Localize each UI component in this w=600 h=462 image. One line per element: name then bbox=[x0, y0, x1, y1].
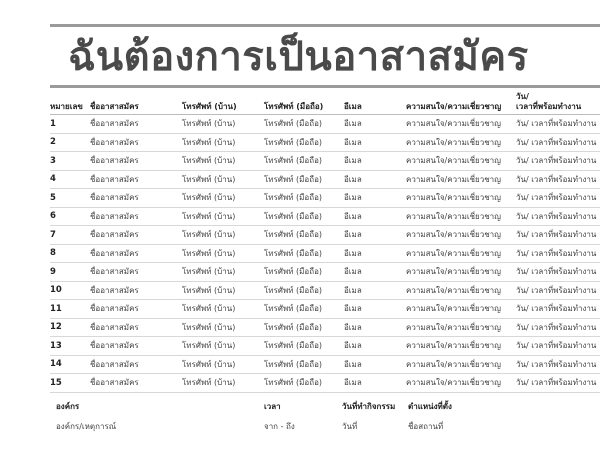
cell-availability: วัน/ เวลาที่พร้อมทำงาน bbox=[516, 207, 600, 226]
table-row bbox=[50, 189, 600, 208]
table-row bbox=[50, 133, 600, 152]
cell-number: 9 bbox=[50, 263, 90, 282]
cell-volunteer-name: ชื่ออาสาสมัคร bbox=[90, 374, 182, 393]
column-header-volunteer-name bbox=[90, 90, 182, 115]
table-header-row bbox=[50, 90, 600, 115]
footer-activity-date bbox=[342, 400, 395, 434]
cell-volunteer-name: ชื่ออาสาสมัคร bbox=[90, 281, 182, 300]
cell-home-phone: โทรศัพท์ (บ้าน) bbox=[182, 152, 264, 171]
cell-mobile-phone: โทรศัพท์ (มือถือ) bbox=[264, 115, 344, 134]
cell-interest: ความสนใจ/ความเชี่ยวชาญ bbox=[406, 170, 516, 189]
column-header-number bbox=[50, 90, 90, 115]
cell-mobile-phone: โทรศัพท์ (มือถือ) bbox=[264, 170, 344, 189]
cell-number: 1 bbox=[50, 115, 90, 134]
cell-number: 6 bbox=[50, 207, 90, 226]
cell-mobile-phone: โทรศัพท์ (มือถือ) bbox=[264, 374, 344, 393]
table-row bbox=[50, 337, 600, 356]
cell-email: อีเมล bbox=[344, 281, 406, 300]
table-row bbox=[50, 281, 600, 300]
cell-availability: วัน/ เวลาที่พร้อมทำงาน bbox=[516, 189, 600, 208]
cell-interest: ความสนใจ/ความเชี่ยวชาญ bbox=[406, 374, 516, 393]
cell-home-phone: โทรศัพท์ (บ้าน) bbox=[182, 337, 264, 356]
cell-availability: วัน/ เวลาที่พร้อมทำงาน bbox=[516, 244, 600, 263]
cell-mobile-phone: โทรศัพท์ (มือถือ) bbox=[264, 318, 344, 337]
time-label: เวลา bbox=[264, 402, 281, 411]
cell-interest: ความสนใจ/ความเชี่ยวชาญ bbox=[406, 337, 516, 356]
cell-interest: ความสนใจ/ความเชี่ยวชาญ bbox=[406, 226, 516, 245]
cell-number: 10 bbox=[50, 281, 90, 300]
cell-email: อีเมล bbox=[344, 337, 406, 356]
title-underline-rule bbox=[50, 85, 600, 88]
cell-mobile-phone: โทรศัพท์ (มือถือ) bbox=[264, 133, 344, 152]
column-header-home-phone bbox=[182, 90, 264, 115]
top-rule bbox=[50, 24, 600, 27]
table-row bbox=[50, 207, 600, 226]
cell-email: อีเมล bbox=[344, 318, 406, 337]
cell-volunteer-name: ชื่ออาสาสมัคร bbox=[90, 226, 182, 245]
activity-date-value: วันที่ bbox=[342, 422, 358, 431]
cell-email: อีเมล bbox=[344, 374, 406, 393]
cell-number: 8 bbox=[50, 244, 90, 263]
cell-email: อีเมล bbox=[344, 355, 406, 374]
cell-number: 13 bbox=[50, 337, 90, 356]
volunteer-table bbox=[50, 90, 600, 393]
cell-mobile-phone: โทรศัพท์ (มือถือ) bbox=[264, 152, 344, 171]
cell-home-phone: โทรศัพท์ (บ้าน) bbox=[182, 189, 264, 208]
cell-number: 4 bbox=[50, 170, 90, 189]
cell-email: อีเมล bbox=[344, 244, 406, 263]
cell-mobile-phone: โทรศัพท์ (มือถือ) bbox=[264, 207, 344, 226]
cell-volunteer-name: ชื่ออาสาสมัคร bbox=[90, 207, 182, 226]
table-row bbox=[50, 300, 600, 319]
cell-availability: วัน/ เวลาที่พร้อมทำงาน bbox=[516, 281, 600, 300]
column-header-text: เวลาที่พร้อมทำงาน bbox=[516, 102, 582, 111]
cell-home-phone: โทรศัพท์ (บ้าน) bbox=[182, 115, 264, 134]
cell-availability: วัน/ เวลาที่พร้อมทำงาน bbox=[516, 355, 600, 374]
column-header-text: โทรศัพท์ (บ้าน) bbox=[182, 102, 237, 111]
cell-availability: วัน/ เวลาที่พร้อมทำงาน bbox=[516, 337, 600, 356]
column-header-text: อีเมล bbox=[344, 102, 362, 111]
cell-interest: ความสนใจ/ความเชี่ยวชาญ bbox=[406, 152, 516, 171]
cell-email: อีเมล bbox=[344, 226, 406, 245]
column-header-text: หมายเลข bbox=[50, 102, 83, 111]
cell-home-phone: โทรศัพท์ (บ้าน) bbox=[182, 355, 264, 374]
table-row bbox=[50, 244, 600, 263]
cell-email: อีเมล bbox=[344, 207, 406, 226]
cell-email: อีเมล bbox=[344, 189, 406, 208]
cell-home-phone: โทรศัพท์ (บ้าน) bbox=[182, 207, 264, 226]
column-header-mobile-phone bbox=[264, 90, 344, 115]
cell-home-phone: โทรศัพท์ (บ้าน) bbox=[182, 226, 264, 245]
cell-interest: ความสนใจ/ความเชี่ยวชาญ bbox=[406, 115, 516, 134]
activity-date-label: วันที่ทำกิจกรรม bbox=[342, 402, 396, 411]
cell-email: อีเมล bbox=[344, 152, 406, 171]
cell-home-phone: โทรศัพท์ (บ้าน) bbox=[182, 133, 264, 152]
footer-time bbox=[264, 400, 295, 434]
cell-number: 2 bbox=[50, 133, 90, 152]
table-row bbox=[50, 115, 600, 134]
cell-availability: วัน/ เวลาที่พร้อมทำงาน bbox=[516, 170, 600, 189]
cell-availability: วัน/ เวลาที่พร้อมทำงาน bbox=[516, 263, 600, 282]
cell-volunteer-name: ชื่ออาสาสมัคร bbox=[90, 244, 182, 263]
cell-number: 7 bbox=[50, 226, 90, 245]
cell-volunteer-name: ชื่ออาสาสมัคร bbox=[90, 355, 182, 374]
cell-home-phone: โทรศัพท์ (บ้าน) bbox=[182, 170, 264, 189]
cell-interest: ความสนใจ/ความเชี่ยวชาญ bbox=[406, 318, 516, 337]
cell-volunteer-name: ชื่ออาสาสมัคร bbox=[90, 337, 182, 356]
cell-availability: วัน/ เวลาที่พร้อมทำงาน bbox=[516, 133, 600, 152]
cell-volunteer-name: ชื่ออาสาสมัคร bbox=[90, 152, 182, 171]
cell-availability: วัน/ เวลาที่พร้อมทำงาน bbox=[516, 115, 600, 134]
cell-mobile-phone: โทรศัพท์ (มือถือ) bbox=[264, 337, 344, 356]
cell-mobile-phone: โทรศัพท์ (มือถือ) bbox=[264, 189, 344, 208]
organization-value: องค์กร/เหตุการณ์ bbox=[56, 422, 117, 431]
cell-volunteer-name: ชื่ออาสาสมัคร bbox=[90, 170, 182, 189]
cell-home-phone: โทรศัพท์ (บ้าน) bbox=[182, 374, 264, 393]
cell-email: อีเมล bbox=[344, 170, 406, 189]
location-label: ตำแหน่งที่ตั้ง bbox=[408, 402, 452, 411]
cell-home-phone: โทรศัพท์ (บ้าน) bbox=[182, 300, 264, 319]
cell-mobile-phone: โทรศัพท์ (มือถือ) bbox=[264, 226, 344, 245]
cell-interest: ความสนใจ/ความเชี่ยวชาญ bbox=[406, 244, 516, 263]
column-header-availability bbox=[516, 90, 600, 115]
cell-availability: วัน/ เวลาที่พร้อมทำงาน bbox=[516, 152, 600, 171]
cell-volunteer-name: ชื่ออาสาสมัคร bbox=[90, 189, 182, 208]
cell-home-phone: โทรศัพท์ (บ้าน) bbox=[182, 263, 264, 282]
cell-number: 11 bbox=[50, 300, 90, 319]
cell-availability: วัน/ เวลาที่พร้อมทำงาน bbox=[516, 318, 600, 337]
cell-email: อีเมล bbox=[344, 263, 406, 282]
time-value: จาก - ถึง bbox=[264, 422, 295, 431]
table-row bbox=[50, 170, 600, 189]
cell-volunteer-name: ชื่ออาสาสมัคร bbox=[90, 115, 182, 134]
table-body bbox=[50, 115, 600, 393]
column-header-text: วัน/ bbox=[516, 92, 529, 101]
cell-home-phone: โทรศัพท์ (บ้าน) bbox=[182, 318, 264, 337]
cell-number: 5 bbox=[50, 189, 90, 208]
cell-number: 3 bbox=[50, 152, 90, 171]
cell-mobile-phone: โทรศัพท์ (มือถือ) bbox=[264, 263, 344, 282]
cell-interest: ความสนใจ/ความเชี่ยวชาญ bbox=[406, 207, 516, 226]
column-header-text: โทรศัพท์ (มือถือ) bbox=[264, 102, 324, 111]
cell-interest: ความสนใจ/ความเชี่ยวชาญ bbox=[406, 355, 516, 374]
footer bbox=[56, 400, 600, 440]
table-row bbox=[50, 374, 600, 393]
cell-volunteer-name: ชื่ออาสาสมัคร bbox=[90, 300, 182, 319]
table-row bbox=[50, 152, 600, 171]
page-title: ฉันต้องการเป็นอาสาสมัคร bbox=[68, 34, 529, 80]
cell-mobile-phone: โทรศัพท์ (มือถือ) bbox=[264, 355, 344, 374]
cell-email: อีเมล bbox=[344, 300, 406, 319]
footer-location bbox=[408, 400, 452, 434]
column-header-text: ความสนใจ/ความเชี่ยวชาญ bbox=[406, 102, 502, 111]
cell-interest: ความสนใจ/ความเชี่ยวชาญ bbox=[406, 133, 516, 152]
cell-volunteer-name: ชื่ออาสาสมัคร bbox=[90, 318, 182, 337]
cell-mobile-phone: โทรศัพท์ (มือถือ) bbox=[264, 281, 344, 300]
cell-volunteer-name: ชื่ออาสาสมัคร bbox=[90, 263, 182, 282]
cell-number: 15 bbox=[50, 374, 90, 393]
cell-mobile-phone: โทรศัพท์ (มือถือ) bbox=[264, 300, 344, 319]
column-header-text: ชื่ออาสาสมัคร bbox=[90, 102, 139, 111]
table-row bbox=[50, 263, 600, 282]
cell-email: อีเมล bbox=[344, 115, 406, 134]
cell-home-phone: โทรศัพท์ (บ้าน) bbox=[182, 281, 264, 300]
cell-home-phone: โทรศัพท์ (บ้าน) bbox=[182, 244, 264, 263]
table-row bbox=[50, 355, 600, 374]
location-value: ชื่อสถานที่ bbox=[408, 422, 444, 431]
organization-label: องค์กร bbox=[56, 402, 80, 411]
cell-interest: ความสนใจ/ความเชี่ยวชาญ bbox=[406, 263, 516, 282]
cell-availability: วัน/ เวลาที่พร้อมทำงาน bbox=[516, 374, 600, 393]
cell-availability: วัน/ เวลาที่พร้อมทำงาน bbox=[516, 300, 600, 319]
cell-email: อีเมล bbox=[344, 133, 406, 152]
cell-volunteer-name: ชื่ออาสาสมัคร bbox=[90, 133, 182, 152]
cell-interest: ความสนใจ/ความเชี่ยวชาญ bbox=[406, 300, 516, 319]
table-row bbox=[50, 318, 600, 337]
footer-organization bbox=[56, 400, 116, 434]
cell-interest: ความสนใจ/ความเชี่ยวชาญ bbox=[406, 189, 516, 208]
cell-mobile-phone: โทรศัพท์ (มือถือ) bbox=[264, 244, 344, 263]
cell-availability: วัน/ เวลาที่พร้อมทำงาน bbox=[516, 226, 600, 245]
cell-number: 12 bbox=[50, 318, 90, 337]
column-header-email bbox=[344, 90, 406, 115]
cell-number: 14 bbox=[50, 355, 90, 374]
column-header-interest bbox=[406, 90, 516, 115]
cell-interest: ความสนใจ/ความเชี่ยวชาญ bbox=[406, 281, 516, 300]
table-row bbox=[50, 226, 600, 245]
